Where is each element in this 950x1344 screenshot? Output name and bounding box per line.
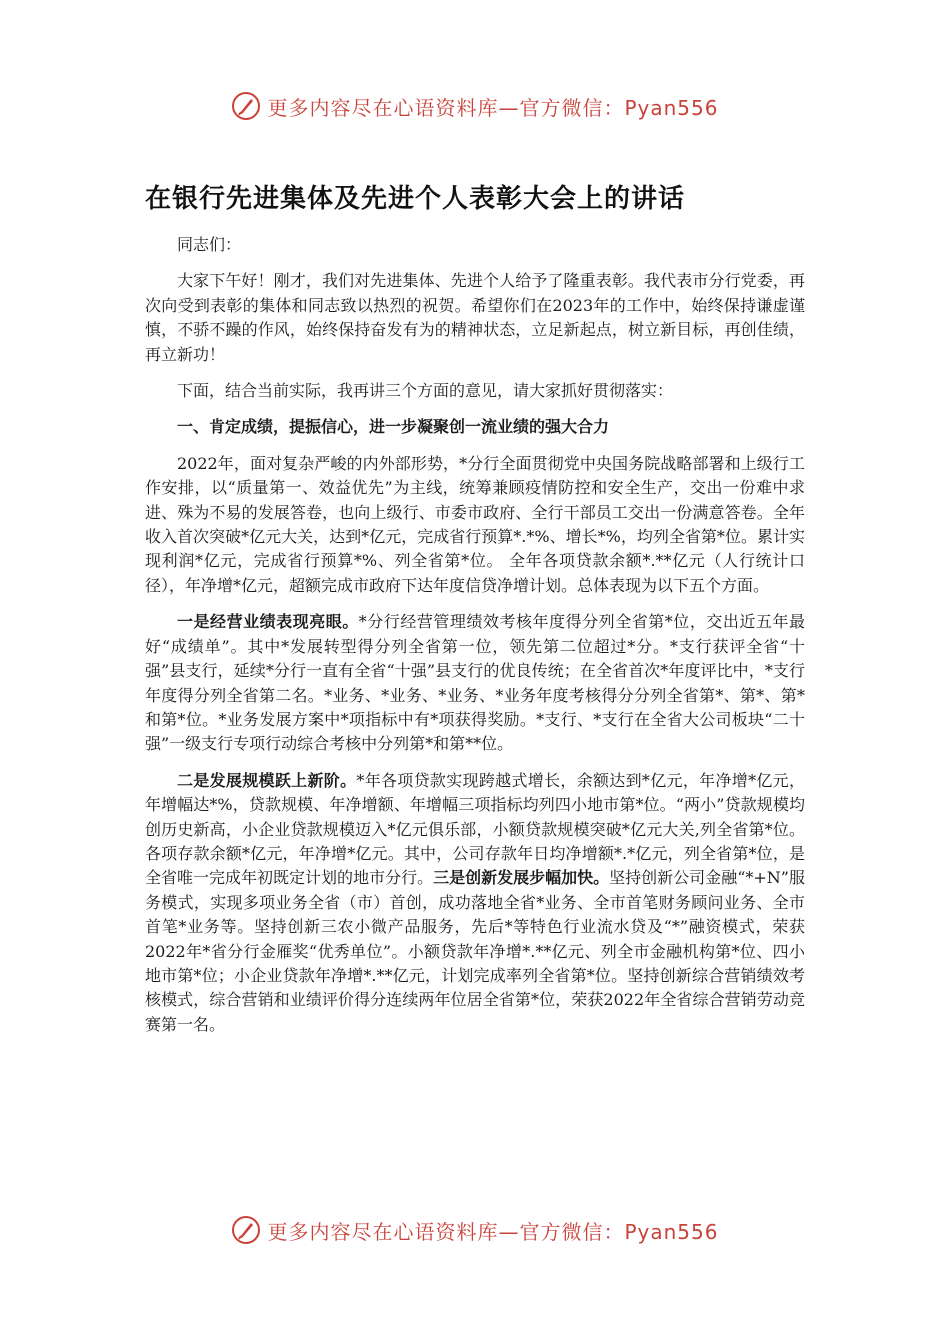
section-heading-1: 一、肯定成绩，提振信心，进一步凝聚创一流业绩的强大合力 [177, 417, 610, 437]
point-2-paragraph [145, 769, 805, 1037]
quill-logo-icon [231, 91, 261, 121]
point-1-body: *分行经营管理绩效考核年度得分列全省第*位，交出近五年最好“成绩单”。其中*发展转型得分列全省第一位，领先第二位超过*分。*支行获评全省“十强”县支行，延续*分行一直有全省“十强”县支行的优良传统；在全省首次*年度评比中，*支行年度得分列全省第二名。*业务、*业务、*业务、*业务年度考核得分分列全省第*、第*、第*和第*位。*业务发展方案中*项指标中有*项获得奖励。*支行、*支行在全省大公司板块“二十强”一级支行专项行动综合考核中分列第*和第**位。 [145, 612, 805, 754]
point-2-lead: 二是发展规模跃上新阶。 [177, 770, 357, 790]
document-title: 在银行先进集体及先进个人表彰大会上的讲话 [145, 184, 686, 214]
banner-text: 更多内容尽在心语资料库—官方微信：Pyan556 [267, 95, 719, 120]
intro-paragraph: 大家下午好！刚才，我们对先进集体、先进个人给予了隆重表彰。我代表市分行党委，再次向受到表彰的集体和同志致以热烈的祝贺。希望你们在2023年的工作中，始终保持谦虚谨慎，不骄不躁的作风，始终保持奋发有为的精神状态，立足新起点，树立新目标，再创佳绩，再立新功！ [145, 271, 805, 364]
header-banner [0, 86, 950, 126]
transition-paragraph: 下面，结合当前实际，我再讲三个方面的意见，请大家抓好贯彻落实： [177, 381, 674, 401]
point-3-body: 坚持创新公司金融“*+N”服务模式，实现多项业务全省（市）首创，成功落地全省*业务、全市首笔财务顾问业务、全市首笔*业务等。坚持创新三农小微产品服务，先后*等特色行业流水贷及“*”融资模式，荣获2022年*省分行金雁奖“优秀单位”。小额贷款年净增*.**亿元、列全市金融机构第*位、四小地市第*位；小企业贷款年净增*.**亿元，计划完成率列全省第*位。坚持创新综合营销绩效考核模式，综合营销和业绩评价得分连续两年位居全省第*位，荣获2022年全省综合营销劳动竞赛第一名。 [145, 868, 805, 1034]
quill-logo-icon [231, 1215, 261, 1245]
point-1-lead: 一是经营业绩表现亮眼。 [177, 612, 359, 632]
point-2-body: *年各项贷款实现跨越式增长，余额达到*亿元，年净增*亿元，年增幅达*%，贷款规模、年净增额、年增幅三项指标均列四小地市第*位。“两小”贷款规模均创历史新高，小企业贷款规模迈入*亿元俱乐部，小额贷款规模突破*亿元大关,列全省第*位。各项存款余额*亿元，年净增*亿元。其中，公司存款年日均净增额*.*亿元，列全省第*位，是全省唯一完成年初既定计划的地市分行。 [145, 770, 805, 888]
document-body [145, 178, 805, 1037]
banner-text: 更多内容尽在心语资料库—官方微信：Pyan556 [267, 1219, 719, 1244]
point-3-lead: 三是创新发展步幅加快。 [433, 868, 610, 888]
point-1-paragraph [145, 610, 805, 756]
salutation: 同志们： [177, 235, 242, 254]
overview-paragraph: 2022年，面对复杂严峻的内外部形势，*分行全面贯彻党中央国务院战略部署和上级行工作安排，以“质量第一、效益优先”为主线，统筹兼顾疫情防控和安全生产，交出一份难中求进、殊为不易的发展答卷，也向上级行、市委市政府、全行干部员工交出一份满意答卷。全年收入首次突破*亿元大关，达到*亿元，完成省行预算*.*%、增长*%，均列全省第*位。累计实现利润*亿元，完成省行预算*%、列全省第*位。 全年各项贷款余额*.**亿元（人行统计口径），年净增*亿元，超额完成市政府下达年度信贷净增计划。总体表现为以下五个方面。 [145, 453, 805, 595]
footer-banner [0, 1210, 950, 1250]
